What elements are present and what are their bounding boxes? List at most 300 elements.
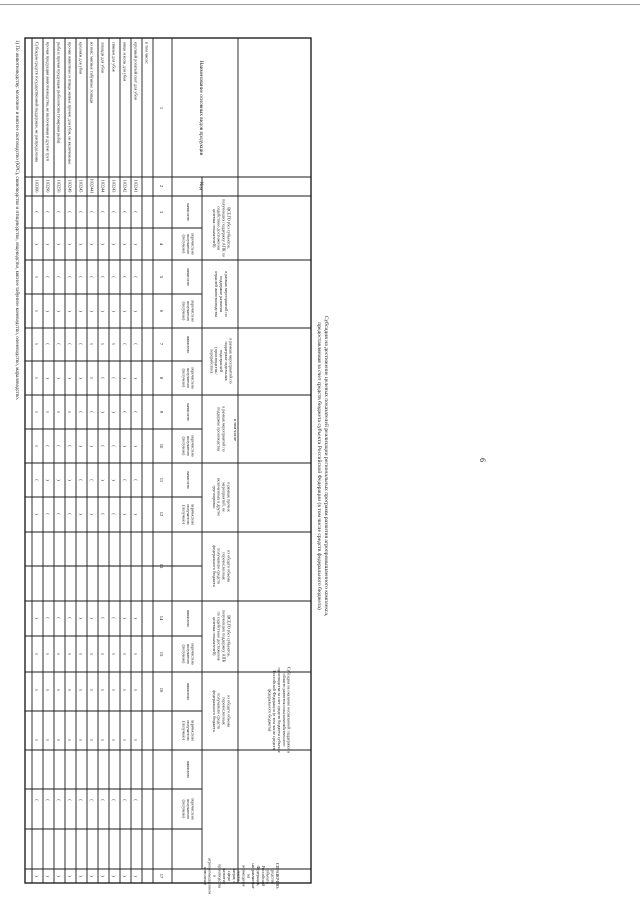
- row-cell-mark: (: [100, 445, 106, 447]
- row-cell-mark: (: [133, 479, 139, 481]
- row-cell-mark: ): [111, 411, 117, 413]
- row-cell-mark: x: [100, 738, 106, 742]
- header-group-f-top: Российской Федерации (в том числе средств: [272, 670, 278, 750]
- row-cell-mark: ): [34, 243, 40, 245]
- header-reference: Федерации,: [255, 865, 261, 887]
- header-reference: производства: [217, 864, 223, 888]
- row-cell-mark: ): [34, 513, 40, 515]
- column-number: 4: [159, 242, 164, 246]
- row-cell-mark: (: [111, 211, 117, 213]
- header-group-c: поддержке производства: [216, 406, 222, 452]
- row-cell-mark: (: [78, 211, 84, 213]
- row-cell-mark: ): [78, 243, 84, 245]
- row-cell-mark: ): [133, 513, 139, 515]
- header-group-e: получателю средств: [216, 548, 222, 584]
- subheader-transferred: перечислено: [190, 643, 196, 665]
- subheader-accrued: начислено: [186, 203, 191, 221]
- row-cell-mark: (: [89, 565, 95, 567]
- row-cell-mark: x: [122, 688, 128, 692]
- column-number: 2: [159, 184, 164, 188]
- row-cell-mark: (: [56, 211, 62, 213]
- row-cell-mark: x: [67, 688, 73, 692]
- row-cell-mark: x: [56, 652, 62, 656]
- header-code-col: Код: [198, 182, 203, 190]
- row-cell-mark: x: [122, 738, 128, 742]
- header-group-f2: перечисленных: [221, 697, 227, 725]
- header-reference: возмещение: [241, 865, 247, 887]
- row-cell-mark: ): [111, 875, 117, 877]
- row-cell-mark: ): [89, 310, 95, 312]
- header-group-total: содействию достижения: [216, 206, 222, 250]
- subheader-transferred: (получено): [181, 301, 187, 321]
- row-cell-mark: (: [133, 276, 139, 278]
- row-cell-mark: (: [67, 799, 73, 801]
- column-number: 1: [159, 106, 164, 110]
- row-cell-mark: (: [133, 411, 139, 413]
- row-cell-mark: x: [34, 738, 40, 742]
- row-cell-mark: x: [89, 738, 95, 742]
- row-cell-mark: x: [34, 275, 40, 279]
- row-cell-mark: x: [45, 410, 51, 414]
- header-reference: в: [212, 875, 218, 877]
- header-group-f: ВСЕГО (без субъектов,: [226, 615, 232, 657]
- row-code: 103290: [45, 179, 51, 193]
- subheader-accrued: начислено: [186, 760, 191, 779]
- row-cell-mark: x: [45, 688, 51, 692]
- row-cell-mark: x: [67, 738, 73, 742]
- row-cell-mark: (: [67, 276, 73, 278]
- header-group-d: в рамках прочих: [226, 482, 232, 512]
- row-cell-mark: (: [122, 479, 128, 481]
- header-group-d: мероприятий, не: [221, 482, 227, 512]
- row-name: овцы и козы для убоя: [122, 42, 128, 82]
- row-cell-mark: ): [45, 310, 51, 312]
- row-cell-mark: ): [122, 445, 128, 447]
- row-cell-mark: (: [34, 479, 40, 481]
- row-cell-mark: (: [45, 343, 51, 345]
- header-in-that-number: в том числе: [233, 418, 238, 442]
- column-number: 17: [159, 873, 164, 879]
- row-name: прочие животные и птицы живые прочие для убоя, не включенные: [67, 42, 73, 165]
- row-cell-mark: x: [56, 738, 62, 742]
- row-cell-mark: ): [67, 479, 73, 481]
- header-reference: СПРАВОЧНО:: [275, 862, 281, 890]
- row-cell-mark: (: [67, 343, 73, 345]
- row-cell-mark: ): [45, 479, 51, 481]
- row-cell-mark: (: [78, 411, 84, 413]
- header-group-f-top: федерального бюджета): [267, 688, 273, 732]
- row-cell-mark: ): [133, 875, 139, 877]
- subheader-transferred: получателю: [186, 798, 191, 820]
- row-cell-mark: x: [34, 688, 40, 692]
- header-reference: агропромышленном: [207, 858, 213, 894]
- row-cell-mark: ): [133, 377, 139, 379]
- header-group-total: целевых показателей): [211, 208, 217, 248]
- header-group-b: поддержке отдельных: [223, 341, 229, 381]
- row-code: 103242: [122, 179, 128, 193]
- row-code: 1032441: [89, 178, 95, 194]
- header-group-f2: получателю средств: [216, 693, 222, 729]
- column-number: 7: [159, 342, 164, 346]
- row-cell-mark: ): [78, 310, 84, 312]
- row-cell-mark: ): [133, 243, 139, 245]
- column-number: 13: [159, 563, 164, 569]
- subheader-transferred: перечислено: [190, 503, 196, 526]
- row-cell-mark: (: [56, 276, 62, 278]
- row-cell-mark: ): [67, 310, 73, 312]
- form-title-line-1: Субсидия на достижение целевых показателей реализации региональных программ развития агропромышленного комплекса,: [323, 315, 329, 617]
- header-group-e: федерального бюджета: [211, 545, 217, 587]
- row-cell-mark: ): [100, 479, 106, 481]
- subheader-transferred: перечислено: [190, 300, 196, 322]
- row-code: 103244: [100, 179, 106, 193]
- row-cell-mark: (: [133, 565, 139, 567]
- table-cells: [34, 42, 292, 894]
- row-cell-mark: ): [56, 243, 62, 245]
- row-cell-mark: (: [34, 799, 40, 801]
- subheader-transferred: (получено): [181, 436, 187, 456]
- header-group-f: получивших поддержку АПК: [221, 609, 227, 663]
- row-code: 103300: [34, 179, 40, 193]
- header-reference: развития: [222, 868, 228, 884]
- row-code: 103249: [67, 179, 73, 193]
- subheader-transferred: перечислено: [190, 367, 196, 389]
- row-cell-mark: x: [89, 688, 95, 692]
- row-cell-mark: x: [133, 652, 139, 656]
- row-cell-mark: x: [45, 652, 51, 656]
- row-cell-mark: ): [78, 875, 84, 877]
- row-cell-mark: (: [89, 411, 95, 413]
- header-group-e: из общего объема: [226, 550, 232, 582]
- column-number: 9: [159, 410, 164, 414]
- row-cell-mark: ): [67, 565, 73, 567]
- row-cell-mark: (: [122, 799, 128, 801]
- row-cell-mark: x: [34, 376, 40, 380]
- row-cell-mark: (: [89, 211, 95, 213]
- row-cell-mark: (: [67, 211, 73, 213]
- row-cell-mark: (: [78, 276, 84, 278]
- row-cell-mark: (: [111, 513, 117, 515]
- row-cell-mark: ): [67, 377, 73, 379]
- row-cell-mark: ): [100, 411, 106, 413]
- row-cell-mark: (: [67, 445, 73, 447]
- row-cell-mark: (: [67, 617, 73, 619]
- column-number: 8: [159, 376, 164, 380]
- row-cell-mark: ): [89, 875, 95, 877]
- column-number: 14: [159, 615, 164, 621]
- header-group-b: переработки): [209, 349, 215, 373]
- row-cell-mark: (: [100, 513, 106, 515]
- row-cell-mark: x: [111, 342, 117, 346]
- row-cell-mark: ): [56, 479, 62, 481]
- row-cell-mark: (: [111, 377, 117, 379]
- row-cell-mark: ): [133, 617, 139, 619]
- row-cell-mark: (: [111, 799, 117, 801]
- row-cell-mark: ): [122, 513, 128, 515]
- subheader-transferred: перечислено: [190, 719, 196, 742]
- subheader-transferred: получателю: [186, 720, 191, 741]
- subheader-transferred: перечислено: [190, 233, 196, 255]
- row-cell-mark: ): [122, 377, 128, 379]
- row-name: прочая продукция животноводства, не включенная в другие груп: [45, 42, 51, 161]
- subheader-accrued: начислено: [186, 268, 191, 286]
- column-number: 11: [159, 477, 164, 483]
- subheader-transferred: (получено): [181, 799, 187, 819]
- scan-top-edge: [0, 4, 640, 5]
- row-cell-mark: ): [78, 617, 84, 619]
- row-cell-mark: x: [34, 342, 40, 346]
- row-code: 103245: [78, 179, 84, 193]
- row-cell-mark: (: [45, 799, 51, 801]
- row-cell-mark: x: [34, 652, 40, 656]
- row-cell-mark: (: [122, 565, 128, 567]
- header-reference: на: [246, 873, 252, 879]
- header-name-col: Наименование основных видов продукции: [198, 60, 204, 156]
- row-cell-mark: x: [133, 738, 139, 742]
- row-cell-mark: ): [111, 565, 117, 567]
- row-name: Субсидия средств государственной поддержки, не распределенна: [34, 42, 40, 162]
- row-cell-mark: (: [133, 343, 139, 345]
- row-cell-mark: (: [122, 411, 128, 413]
- column-number: 5: [159, 275, 164, 279]
- subheader-transferred: (получено): [181, 368, 187, 388]
- row-cell-mark: (: [45, 445, 51, 447]
- header-reference: средства: [270, 868, 276, 884]
- subheader-transferred: получателю: [186, 504, 191, 525]
- table-grid: [25, 38, 311, 883]
- header-group-d: группировки: [211, 485, 217, 509]
- row-cell-mark: ): [122, 310, 128, 312]
- header-reference: затрат, в: [231, 868, 237, 884]
- row-code: 103250: [56, 179, 62, 193]
- row-cell-mark: x: [100, 652, 106, 656]
- row-cell-mark: ): [122, 617, 128, 619]
- row-cell-mark: (: [78, 565, 84, 567]
- row-cell-mark: (: [100, 617, 106, 619]
- row-cell-mark: (: [56, 617, 62, 619]
- row-cell-mark: (: [89, 479, 95, 481]
- subheader-transferred: получателю: [186, 643, 191, 665]
- row-cell-mark: x: [34, 410, 40, 414]
- row-cell-mark: ): [111, 479, 117, 481]
- row-cell-mark: ): [89, 617, 95, 619]
- header-group-d: включенных в другие: [216, 477, 222, 517]
- row-cell-mark: x: [78, 738, 84, 742]
- subheader-accrued: начислено: [186, 403, 191, 421]
- row-cell-mark: (: [78, 479, 84, 481]
- header-group-a: в рамках мероприятий по: [223, 271, 229, 317]
- subheader-accrued: начислено: [186, 471, 191, 489]
- row-cell-mark: (: [122, 211, 128, 213]
- header-reference: комплексе: [202, 866, 208, 886]
- header-group-f-top: производства за счет средств бюджета субъекта: [277, 667, 282, 753]
- row-cell-mark: (: [34, 211, 40, 213]
- row-cell-mark: ): [45, 243, 51, 245]
- row-cell-mark: ): [78, 377, 84, 379]
- header-group-f-top: Субсидия на оказание несвязанной поддержки в: [286, 666, 292, 754]
- row-cell-mark: (: [56, 343, 62, 345]
- header-group-total: ВСЕГО (без субъектов,: [226, 207, 232, 249]
- row-cell-mark: (: [122, 343, 128, 345]
- header-reference: субъекта: [265, 868, 271, 884]
- header-reference: направляемые: [251, 863, 257, 889]
- header-group-f: целевых показателей): [211, 616, 217, 656]
- column-number: 3: [159, 210, 164, 214]
- row-cell-mark: x: [67, 410, 73, 414]
- row-cell-mark: (: [89, 276, 95, 278]
- subheader-transferred: перечислено: [190, 435, 196, 457]
- row-cell-mark: ): [56, 875, 62, 877]
- row-cell-mark: ): [34, 875, 40, 877]
- row-cell-mark: ): [56, 310, 62, 312]
- row-code: 103243: [111, 179, 117, 193]
- row-cell-mark: x: [111, 652, 117, 656]
- subheader-transferred: получателю: [186, 300, 191, 322]
- row-name: лошади для убоя: [100, 42, 106, 73]
- row-cell-mark: (: [45, 617, 51, 619]
- header-group-e: перечисленных: [221, 552, 227, 580]
- row-cell-mark: ): [89, 445, 95, 447]
- row-cell-mark: ): [100, 243, 106, 245]
- subheader-accrued: начислено: [186, 682, 191, 701]
- column-number: 6: [159, 309, 164, 313]
- row-cell-mark: ): [78, 445, 84, 447]
- row-cell-mark: ): [45, 875, 51, 877]
- row-cell-mark: x: [67, 652, 73, 656]
- header-group-b: подотраслей: [219, 349, 224, 373]
- header-reference: Российской: [260, 865, 266, 887]
- row-name: кролики для убоя: [78, 42, 84, 74]
- row-cell-mark: x: [89, 376, 95, 380]
- row-cell-mark: x: [111, 738, 117, 742]
- row-cell-mark: x: [89, 342, 95, 346]
- row-name: из них: мясные табунные лошади: [89, 42, 95, 104]
- row-cell-mark: (: [100, 799, 106, 801]
- row-cell-mark: x: [78, 652, 84, 656]
- row-cell-mark: (: [78, 799, 84, 801]
- row-cell-mark: (: [78, 343, 84, 345]
- subheader-transferred: (получено): [181, 721, 187, 740]
- row-cell-mark: ): [100, 565, 106, 567]
- row-cell-mark: ): [111, 243, 117, 245]
- subheader-accrued: начислено: [186, 335, 191, 354]
- subheader-transferred: получателю: [186, 233, 191, 255]
- subheader-transferred: (получено): [181, 644, 187, 664]
- row-cell-mark: (: [133, 799, 139, 801]
- row-name: крупный рогатый скот для убоя: [133, 42, 139, 100]
- row-cell-mark: (: [45, 513, 51, 515]
- row-cell-mark: ): [111, 310, 117, 312]
- row-cell-mark: ): [89, 243, 95, 245]
- row-cell-mark: (: [56, 799, 62, 801]
- subheader-transferred: получателю: [186, 435, 191, 457]
- row-cell-mark: (: [122, 276, 128, 278]
- row-cell-mark: x: [34, 444, 40, 448]
- header-reference: сфере: [226, 870, 232, 882]
- row-cell-mark: (: [111, 445, 117, 447]
- row-cell-mark: ): [133, 310, 139, 312]
- row-cell-mark: x: [45, 738, 51, 742]
- header-group-b: (производства /: [214, 347, 220, 375]
- subheader-transferred: (получено): [181, 505, 187, 524]
- row-cell-mark: x: [34, 309, 40, 313]
- subheader-transferred: получателю: [186, 367, 191, 389]
- header-group-f2: из общего объема: [226, 695, 232, 727]
- header-group-a: отраслей животноводства: [214, 271, 220, 317]
- header-group-a: поддержке развития: [219, 276, 224, 312]
- row-cell-mark: x: [56, 688, 62, 692]
- header-group-b: в рамках мероприятий по: [228, 338, 234, 384]
- row-cell-mark: (: [100, 276, 106, 278]
- row-cell-mark: ): [34, 617, 40, 619]
- row-cell-mark: (: [100, 377, 106, 379]
- row-cell-mark: (: [45, 276, 51, 278]
- row-cell-mark: ): [67, 875, 73, 877]
- row-cell-mark: (: [133, 211, 139, 213]
- row-cell-mark: (: [100, 211, 106, 213]
- row-cell-mark: x: [133, 688, 139, 692]
- row-name: свиньи для убоя: [111, 42, 117, 72]
- subheader-accrued: начислено: [186, 609, 191, 628]
- form-title-line-2: предоставляемая за счет средств бюджета субъекта Российской Федерации (в том числе средств федерального бюджета): [316, 322, 322, 610]
- row-cell-mark: ): [78, 513, 84, 515]
- row-cell-mark: (: [56, 445, 62, 447]
- row-code: 103241: [133, 179, 139, 193]
- column-number: 12: [159, 511, 164, 517]
- row-cell-mark: x: [122, 652, 128, 656]
- header-group-c: в рамках мероприятий по: [221, 406, 227, 452]
- subheader-transferred: (получено): [181, 234, 187, 254]
- column-number: 15: [159, 651, 164, 657]
- row-cell-mark: x: [56, 410, 62, 414]
- row-cell-mark: (: [111, 617, 117, 619]
- row-cell-mark: ): [122, 243, 128, 245]
- row-cell-mark: (: [67, 513, 73, 515]
- row-cell-mark: x: [111, 688, 117, 692]
- data-table: [25, 38, 311, 894]
- row-cell-mark: x: [100, 342, 106, 346]
- row-cell-mark: (: [89, 799, 95, 801]
- row-cell-mark: ): [122, 875, 128, 877]
- row-cell-mark: (: [56, 513, 62, 515]
- column-number: 16: [159, 687, 164, 693]
- header-group-f-top: области развития сельскохозяйственного: [281, 673, 287, 747]
- footnote: 1) По животноводству: молочное и мясное скотоводство (КРС), свиноводство и птицеводство, овцеводство, мясное табунное коневодство, оленеводство, мараловодство.: [14, 40, 19, 401]
- row-cell-mark: x: [89, 652, 95, 656]
- row-cell-mark: ): [56, 565, 62, 567]
- row-cell-mark: ): [56, 377, 62, 379]
- header-group-f: по содействию достижения: [216, 611, 222, 661]
- row-cell-mark: (: [45, 211, 51, 213]
- header-group-total: получивших поддержку АПК по: [221, 198, 227, 258]
- row-cell-mark: ): [100, 310, 106, 312]
- row-cell-mark: ): [67, 243, 73, 245]
- row-cell-mark: (: [111, 276, 117, 278]
- table-frame: [25, 38, 311, 883]
- row-cell-mark: ): [133, 445, 139, 447]
- row-name: в том числе:: [144, 42, 150, 65]
- column-number: 10: [159, 443, 164, 449]
- subheader-transferred: перечислено: [190, 798, 196, 820]
- row-name: рыба и прочая продукция рыболовства (товарная рыба): [56, 42, 62, 144]
- row-cell-mark: ): [89, 513, 95, 515]
- page-number: 6: [478, 458, 487, 462]
- row-cell-mark: x: [78, 688, 84, 692]
- row-cell-mark: ): [100, 875, 106, 877]
- header-reference: части: [236, 871, 242, 881]
- header-group-f2: федерального бюджета: [211, 690, 217, 732]
- row-cell-mark: ): [45, 377, 51, 379]
